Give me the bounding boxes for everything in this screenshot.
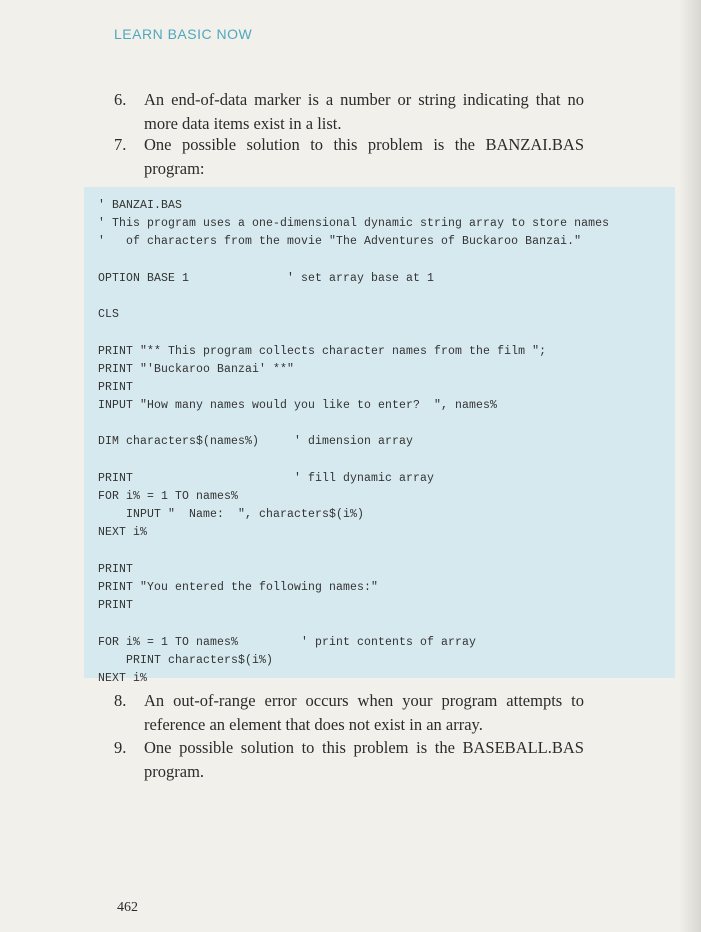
item-text: An out-of-range error occurs when your program attempts to reference an element that does not exist in an array.: [144, 691, 584, 734]
item-number: 8.: [114, 691, 127, 710]
page-edge-shadow: [679, 0, 701, 932]
code-line: PRINT: [98, 380, 134, 394]
code-line: PRINT ' fill dynamic array: [98, 471, 435, 485]
code-line: NEXT i%: [98, 526, 148, 540]
code-line: NEXT i%: [98, 671, 148, 685]
page-number: 462: [117, 900, 138, 915]
code-line: ' BANZAI.BAS: [98, 199, 183, 212]
code-line: ' This program uses a one-dimensional dynamic string array to store names: [98, 217, 610, 231]
code-line: PRINT "'Buckaroo Banzai' **": [98, 362, 295, 376]
item-text: One possible solution to this problem is the BASEBALL.BAS program.: [144, 738, 584, 781]
code-line: PRINT "You entered the following names:": [98, 580, 379, 594]
code-line: ' of characters from the movie "The Adventures of Buckaroo Banzai.": [98, 235, 582, 249]
code-line: PRINT: [98, 562, 134, 576]
code-line: [98, 252, 675, 270]
code-line: FOR i% = 1 TO names%: [98, 490, 239, 503]
list-item: [114, 133, 584, 181]
code-line: [98, 615, 675, 633]
code-line: OPTION BASE 1 ' set array base at 1: [98, 271, 435, 285]
list-item: [114, 88, 584, 136]
item-number: 6.: [114, 90, 127, 109]
item-number: 9.: [114, 738, 127, 757]
code-line: DIM characters$(names%) ' dimension array: [98, 435, 414, 449]
code-listing: [84, 187, 675, 685]
code-line: INPUT "How many names would you like to enter? ", names%: [98, 399, 498, 413]
item-text: An end-of-data marker is a number or string indicating that no more data items exist in a list.: [144, 90, 584, 133]
code-line: PRINT: [98, 599, 134, 613]
code-line: PRINT characters$(i%): [98, 653, 274, 667]
code-line: [98, 415, 675, 433]
code-line: CLS: [98, 308, 120, 322]
code-line: [98, 288, 675, 306]
running-head: LEARN BASIC NOW: [114, 26, 253, 42]
code-line: [98, 452, 675, 470]
code-line: PRINT "** This program collects character names from the film ";: [98, 344, 547, 358]
item-text: One possible solution to this problem is the BANZAI.BAS program:: [144, 135, 584, 178]
code-line: INPUT " Name: ", characters$(i%): [98, 508, 365, 522]
list-item: [114, 689, 584, 737]
code-line: [98, 543, 675, 561]
code-line: FOR i% = 1 TO names% ' print contents of array: [98, 635, 477, 649]
item-number: 7.: [114, 135, 127, 154]
code-line: [98, 324, 675, 342]
list-item: [114, 736, 584, 784]
